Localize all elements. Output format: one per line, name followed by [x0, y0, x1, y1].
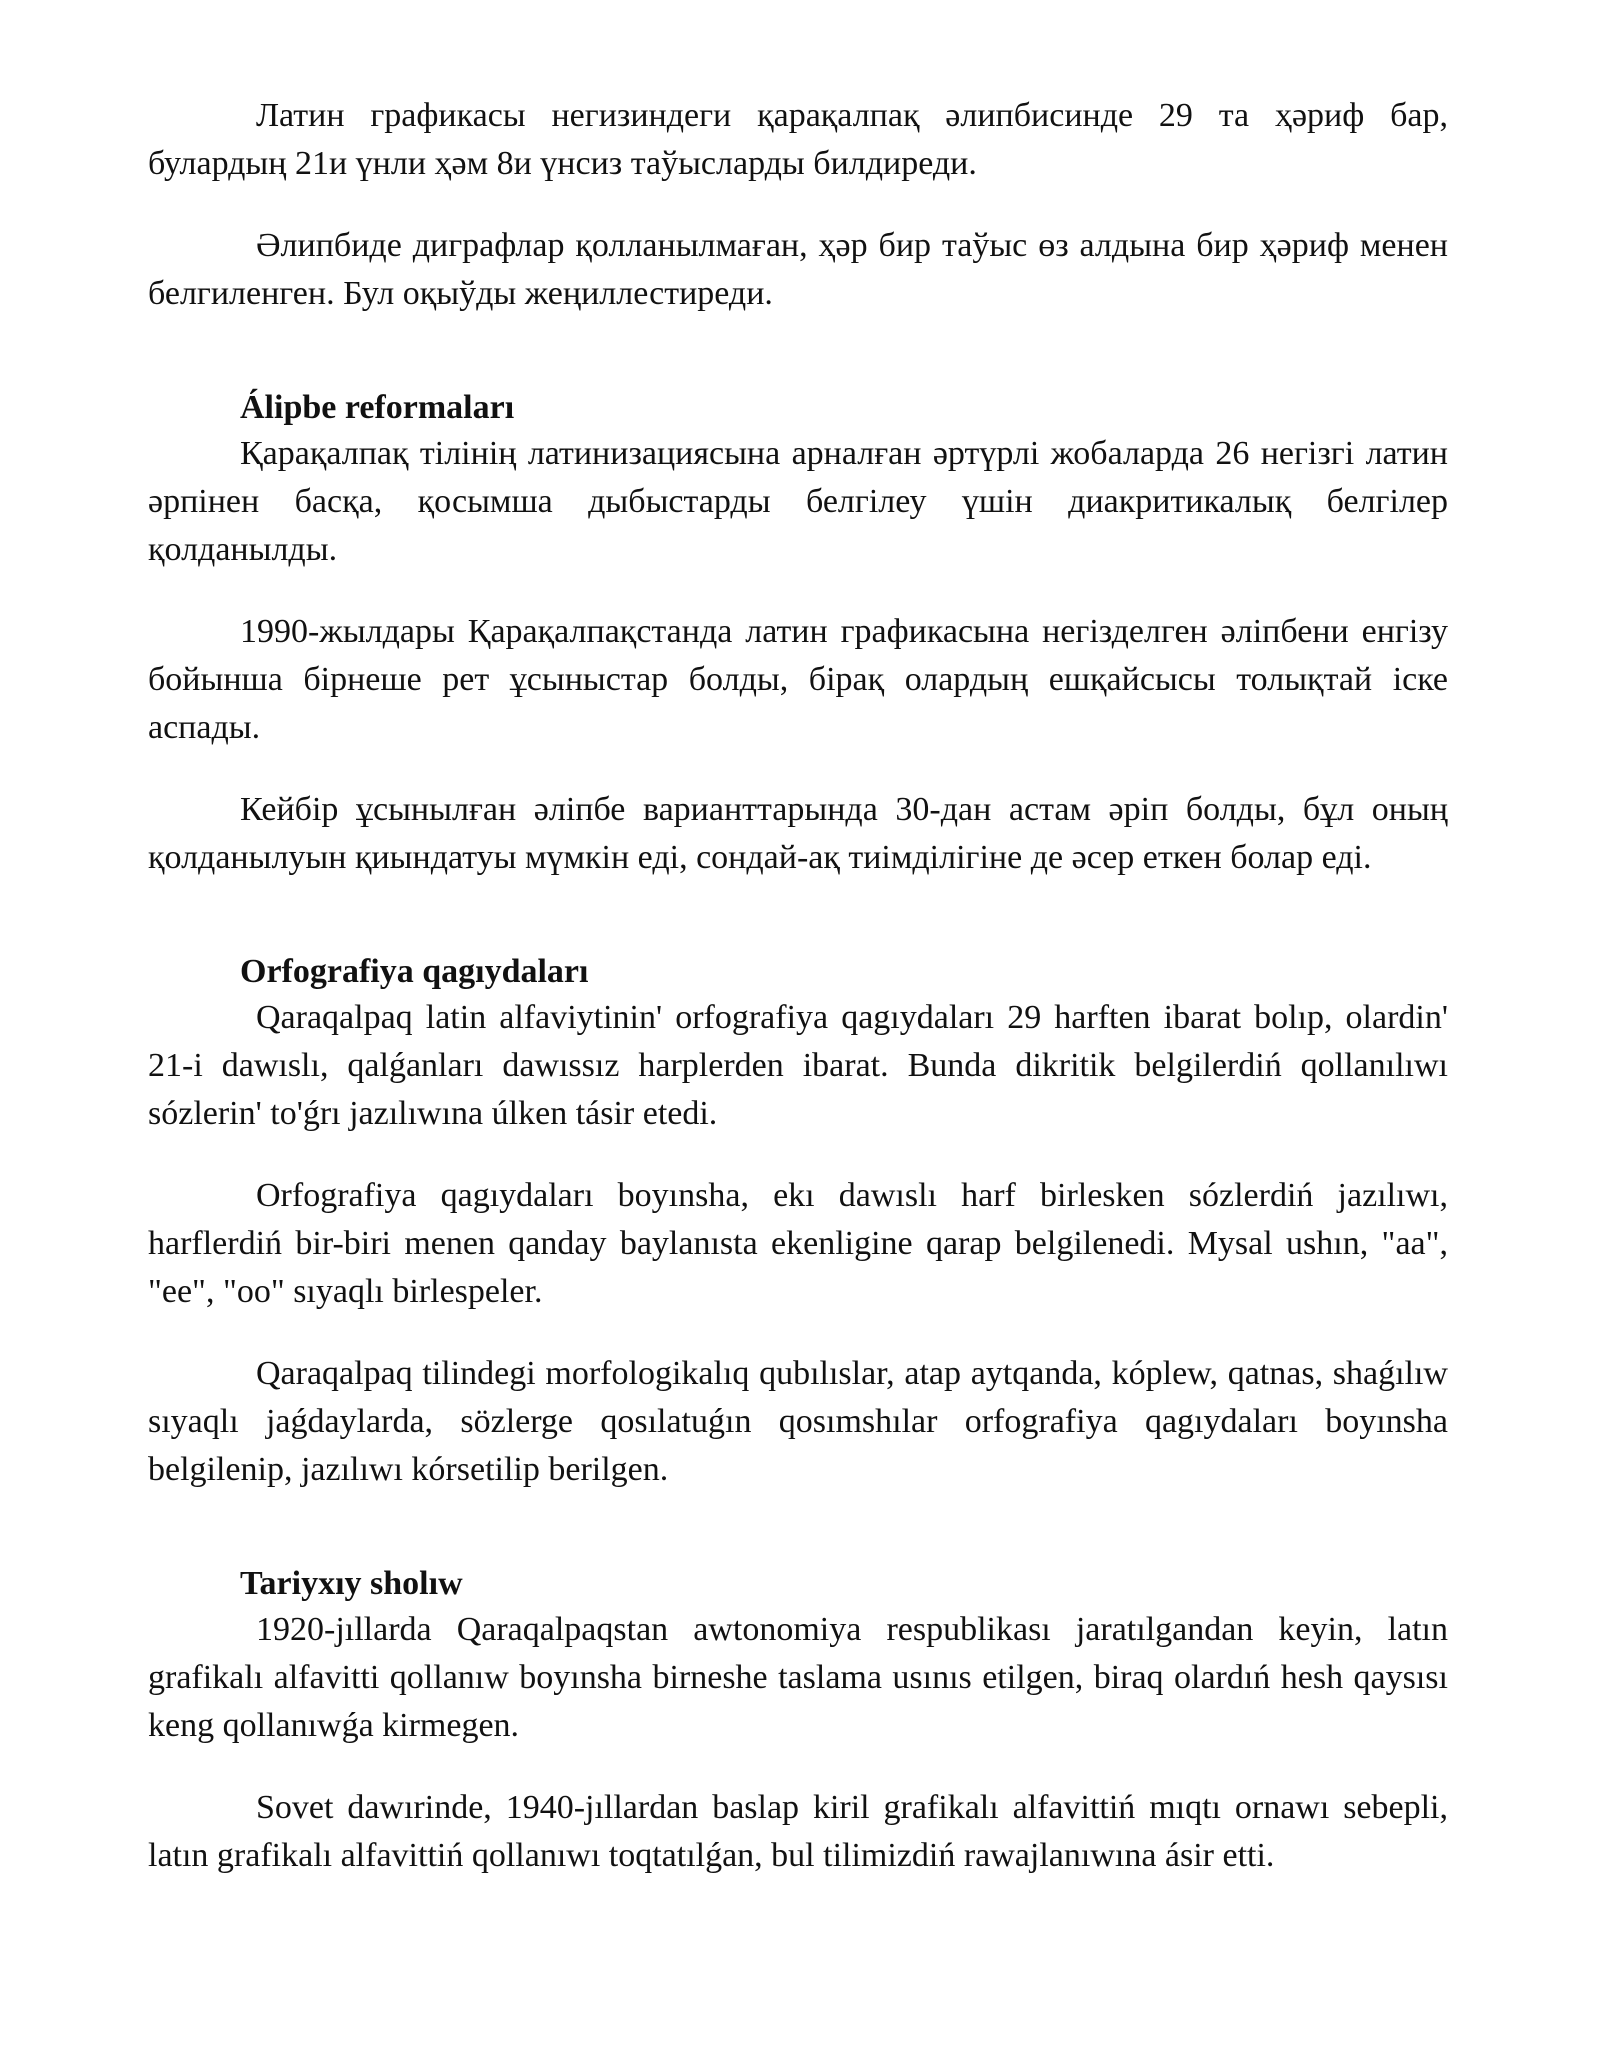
section-heading-tariyxiy: Tariyxıy sholıw [240, 1565, 463, 1602]
alipbe-paragraph-1: Қарақалпақ тілінің латинизациясына арналған әртүрлі жобаларда 26 негізгі латин әрпінен басқа, қосымша дыбыстарды белгілеу үшін диакритикалық белгілер қолданылды. [148, 435, 1448, 568]
intro-paragraph-1: Латин графикасы негизиндеги қарақалпақ әлипбисинде 29 та ҳәриф бар, булардың 21и үнли ҳәм 8и үнсиз таўысларды билдиреди. [148, 97, 1448, 182]
document-page [148, 92, 1448, 1880]
alipbe-paragraph-3: Кейбір ұсынылған әліпбе варианттарында 30-дан астам әріп болды, бұл оның қолданылуын қиындатуы мүмкін еді, сондай-ақ тиімділігіне де әсер еткен болар еді. [148, 791, 1448, 876]
intro-paragraph-2: Әлипбиде диграфлар қолланылмаған, ҳәр бир таўыс өз алдына бир ҳәриф менен белгиленген. Бул оқыўды жеңиллестиреди. [148, 227, 1448, 312]
orfografiya-paragraph-1: Qaraqalpaq latin alfaviytinin' orfografiya qagıydaları 29 harften ibarat bolıp, olardin' 21-i dawıslı, qalǵanları dawıssız harplerden ibarat. Bunda dikritik belgilerdiń qollanılıwı sózlerin' to'ǵrı jazılıwına úlken tásir etedi. [148, 999, 1448, 1132]
section-spacer [148, 916, 1448, 950]
tariyxiy-paragraph-2: Sovet dawırinde, 1940-jıllardan baslap kiril grafikalı alfavittiń mıqtı ornawı sebepli, latın grafikalı alfavittiń qollanıwı toqtatılǵan, bul tilimizdiń rawajlanıwına ásir etti. [148, 1789, 1448, 1874]
tariyxiy-paragraph-1: 1920-jıllarda Qaraqalpaqstan awtonomiya respublikası jaratılgandan keyin, latın grafikalı alfavitti qollanıw boyınsha birneshe taslama usınıs etilgen, biraq olardıń hesh qaysısı keng qollanıwǵa kirmegen. [148, 1611, 1448, 1744]
section-spacer [148, 1494, 1448, 1528]
orfografiya-paragraph-3: Qaraqalpaq tilindegi morfologikalıq qubılıslar, atap aytqanda, kóplew, qatnas, shaǵılıw sıyaqlı jaǵdaylarda, sözlerge qosılatuǵın qosımshılar orfografiya qagıydaları boyınsha belgilenip, jazılıwı kórsetilip berilgen. [148, 1355, 1448, 1488]
section-spacer [148, 882, 1448, 916]
section-spacer [148, 1528, 1448, 1562]
orfografiya-paragraph-2: Orfografiya qagıydaları boyınsha, ekı dawıslı harf birlesken sózlerdiń jazılıwı, harflerdiń bir-biri menen qanday baylanısta ekenligine qarap belgilenedi. Mysal ushın, "aa", "ee", "oo" sıyaqlı birlespeler. [148, 1177, 1448, 1310]
section-heading-orfografiya: Orfografiya qagıydaları [240, 953, 589, 990]
section-heading-alipbe: Álipbe reformaları [240, 389, 515, 426]
alipbe-paragraph-2: 1990-жылдары Қарақалпақстанда латин графикасына негізделген әліпбени енгізу бойынша бірнеше рет ұсыныстар болды, бірақ олардың ешқайсысы толықтай іске аспады. [148, 613, 1448, 746]
section-spacer [148, 352, 1448, 386]
section-spacer [148, 318, 1448, 352]
